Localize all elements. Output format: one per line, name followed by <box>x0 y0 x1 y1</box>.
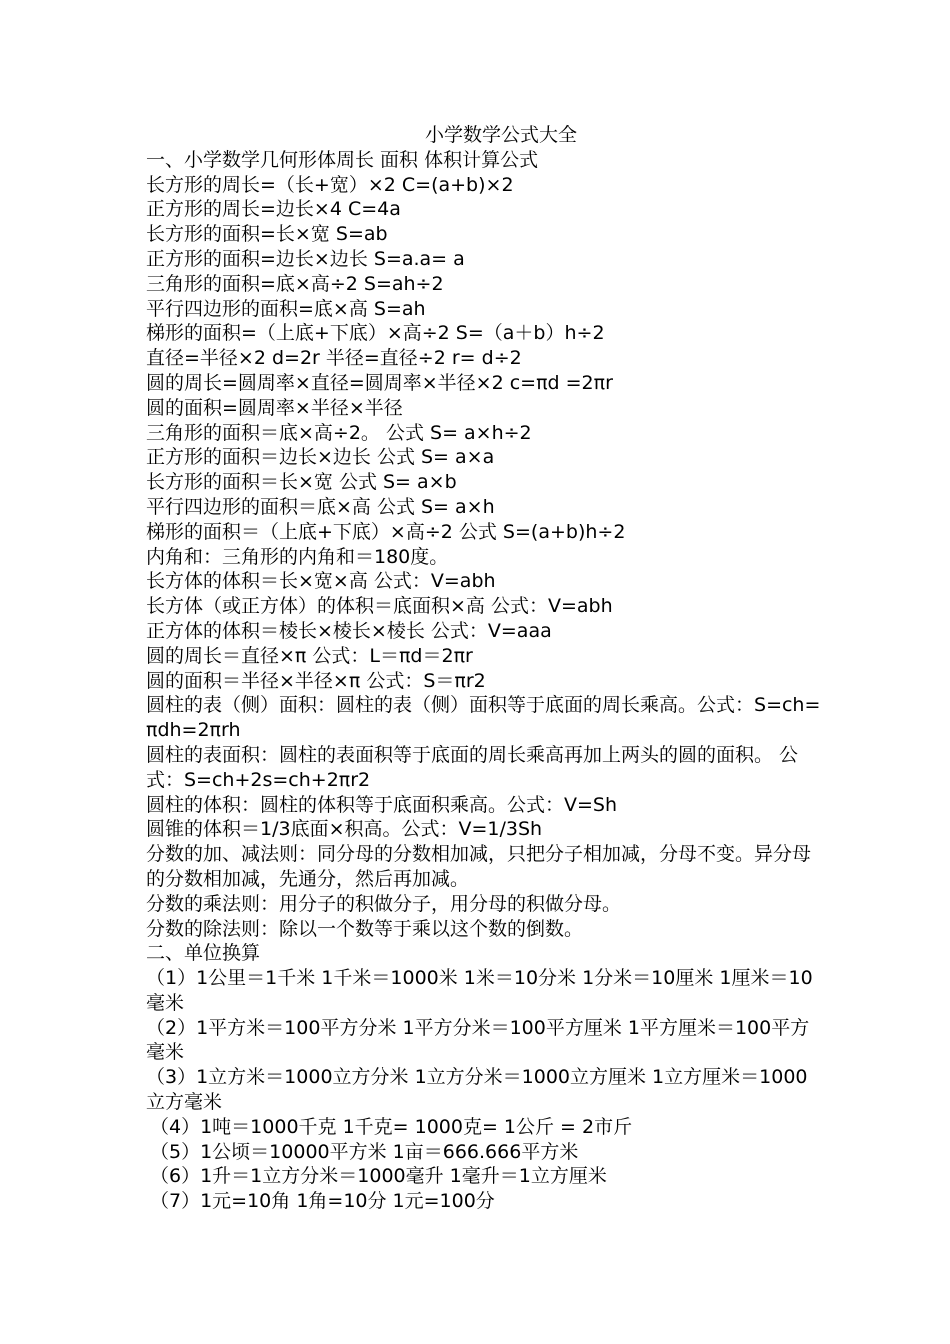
formula-line: 平行四边形的面积=底×高 S=ah <box>146 297 426 320</box>
formula-line: 内角和：三角形的内角和＝180度。 <box>146 545 449 568</box>
formula-line: 圆的面积=圆周率×半径×半径 <box>146 396 403 419</box>
formula-line: 圆柱的体积：圆柱的体积等于底面积乘高。公式：V=Sh <box>146 793 618 816</box>
formula-line: 直径=半径×2 d=2r 半径=直径÷2 r= d÷2 <box>146 347 522 370</box>
document-body <box>146 123 826 1214</box>
formula-line: 长方体的体积＝长×宽×高 公式：V=abh <box>146 570 496 593</box>
formula-line: 圆的周长＝直径×π 公式：L＝πd＝2πr <box>146 644 473 667</box>
formula-line: 正方形的周长=边长×4 C=4a <box>146 198 401 221</box>
formula-line: 正方体的体积＝棱长×棱长×棱长 公式：V=aaa <box>146 619 552 642</box>
formula-line: 圆锥的体积＝1/3底面×积高。公式：V=1/3Sh <box>146 818 543 841</box>
unit-conversion-line: （2）1平方米＝100平方分米 1平方分米＝100平方厘米 1平方厘米＝100平方毫米 <box>146 1016 810 1064</box>
section-heading-units: 二、单位换算 <box>146 942 261 965</box>
formula-line: 三角形的面积＝底×高÷2。 公式 S= a×h÷2 <box>146 421 532 444</box>
unit-conversion-line: （1）1公里＝1千米 1千米＝1000米 1米＝10分米 1分米＝10厘米 1厘米＝10毫米 <box>146 967 813 1014</box>
formula-line: 圆的周长=圆周率×直径=圆周率×半径×2 c=πd =2πr <box>146 371 613 394</box>
formula-line: 三角形的面积=底×高÷2 S=ah÷2 <box>146 272 444 295</box>
unit-conversion-line: （4）1吨＝1000千克 1千克= 1000克= 1公斤 = 2市斤 <box>150 1115 633 1138</box>
unit-conversion-line: （6）1升＝1立方分米＝1000毫升 1毫升＝1立方厘米 <box>150 1165 607 1188</box>
formula-line: 正方形的面积=边长×边长 S=a.a= a <box>146 247 465 270</box>
formula-line: 分数的加、减法则：同分母的分数相加减，只把分子相加减，分母不变。异分母的分数相加减，先通分，然后再加减。 <box>146 843 812 890</box>
formula-line: 圆柱的表（侧）面积：圆柱的表（侧）面积等于底面的周长乘高。公式：S=ch=πdh=2πrh <box>146 694 821 742</box>
unit-conversion-line: （3）1立方米＝1000立方分米 1立方分米＝1000立方厘米 1立方厘米＝1000立方毫米 <box>146 1066 808 1114</box>
formula-line: 梯形的面积=（上底+下底）×高÷2 S=（a＋b）h÷2 <box>146 322 605 345</box>
formula-line: 圆的面积＝半径×半径×π 公式：S＝πr2 <box>146 669 486 692</box>
unit-conversion-line: （5）1公顷＝10000平方米 1亩＝666.666平方米 <box>150 1140 579 1163</box>
formula-line: 平行四边形的面积＝底×高 公式 S= a×h <box>146 495 495 518</box>
formula-line: 分数的乘法则：用分子的积做分子，用分母的积做分母。 <box>146 892 622 915</box>
formula-line: 长方形的面积=长×宽 S=ab <box>146 223 388 246</box>
section-heading-geometry: 一、小学数学几何形体周长 面积 体积计算公式 <box>146 148 539 171</box>
formula-line: 正方形的面积＝边长×边长 公式 S= a×a <box>146 446 495 469</box>
formula-line: 分数的除法则：除以一个数等于乘以这个数的倒数。 <box>146 917 584 940</box>
formula-line: 长方形的周长=（长+宽）×2 C=(a+b)×2 <box>146 173 514 196</box>
formula-line: 圆柱的表面积：圆柱的表面积等于底面的周长乘高再加上两头的圆的面积。 公式：S=ch+2s=ch+2πr2 <box>146 743 799 791</box>
unit-conversion-line: （7）1元=10角 1角=10分 1元=100分 <box>150 1190 495 1213</box>
formula-line: 梯形的面积＝（上底+下底）×高÷2 公式 S=(a+b)h÷2 <box>146 520 626 543</box>
formula-line: 长方体（或正方体）的体积＝底面积×高 公式：V=abh <box>146 595 613 618</box>
formula-line: 长方形的面积＝长×宽 公式 S= a×b <box>146 471 457 494</box>
document-title: 小学数学公式大全 <box>424 124 577 146</box>
